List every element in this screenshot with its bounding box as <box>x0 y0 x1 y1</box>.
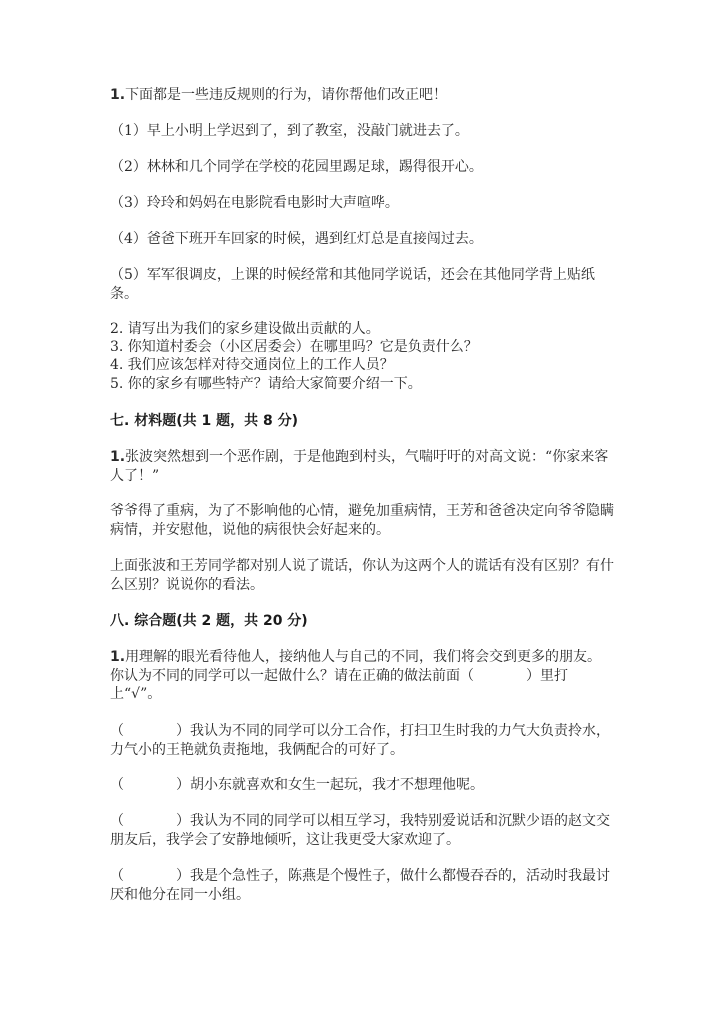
question-5: 5. 你的家乡有哪些特产？请给大家简要介绍一下。 <box>110 376 422 392</box>
question-number: 1. <box>110 649 126 665</box>
option-text: 我认为不同的同学可以相互学习，我特别爱说话和沉默少语的赵文交朋友后，我学会了安静地倾听，这让我更受大家欢迎了。 <box>110 813 610 848</box>
paren-open: （ <box>110 777 124 793</box>
material-question-1 <box>110 448 615 485</box>
question-3: 3. 你知道村委会（小区居委会）在哪里吗？它是负责什么？ <box>110 339 478 355</box>
paren-close: ） <box>176 723 190 739</box>
section-heading-8: 八. 综合题(共 2 题，共 20 分) <box>110 613 308 629</box>
question-prompt-b: ）里打上“√”。 <box>110 667 568 702</box>
paren-close: ） <box>176 777 190 793</box>
paren-close: ） <box>176 813 190 829</box>
sub-item-2: （2）林林和几个同学在学校的花园里踢足球，踢得很开心。 <box>110 159 483 175</box>
sub-item-3: （3）玲玲和妈妈在电影院看电影时大声喧哗。 <box>110 195 399 211</box>
material-paragraph-2: 爷爷得了重病，为了不影响他的心情，避免加重病情，王芳和爸爸决定向爷爷隐瞒病情，并安慰他，说他的病很快会好起来的。 <box>110 503 614 538</box>
paren-open: （ <box>110 813 124 829</box>
question-2: 2. 请写出为我们的家乡建设做出贡献的人。 <box>110 321 380 337</box>
comprehensive-question-1 <box>110 648 615 704</box>
material-question-text: 上面张波和王芳同学都对别人说了谎话，你认为这两个人的谎话有没有区别？有什么区别？说说你的看法。 <box>110 558 614 593</box>
question-prompt-a: 用理解的眼光看待他人，接纳他人与自己的不同，我们将会交到更多的朋友。你认为不同的同学可以一起做什么？请在正确的做法前面（ <box>110 649 602 684</box>
option-text: 我是个急性子，陈燕是个慢性子，做什么都慢吞吞的，活动时我最讨厌和他分在同一小组。 <box>110 868 610 903</box>
sub-item-1: （1）早上小明上学迟到了，到了教室，没敲门就进去了。 <box>110 123 469 139</box>
paren-open: （ <box>110 723 124 739</box>
paren-close: ） <box>176 868 190 884</box>
question-4: 4. 我们应该怎样对待交通岗位上的工作人员？ <box>110 357 394 373</box>
question-prompt: 下面都是一些违反规则的行为，请你帮他们改正吧！ <box>125 87 448 103</box>
option-1 <box>110 722 615 759</box>
question-number: 1. <box>110 87 126 103</box>
option-2 <box>110 776 615 795</box>
option-3 <box>110 812 615 849</box>
option-4 <box>110 867 615 904</box>
material-paragraph-1: 张波突然想到一个恶作剧，于是他跑到村头，气喘吁吁的对高文说：“你家来客人了！” <box>110 449 609 484</box>
question-1 <box>110 86 615 105</box>
section-heading-7: 七. 材料题(共 1 题，共 8 分) <box>110 413 298 429</box>
sub-item-4: （4）爸爸下班开车回家的时候，遇到红灯总是直接闯过去。 <box>110 231 483 247</box>
paren-open: （ <box>110 868 124 884</box>
option-text: 胡小东就喜欢和女生一起玩，我才不想理他呢。 <box>190 777 484 793</box>
question-number: 1. <box>110 449 126 465</box>
option-text: 我认为不同的同学可以分工合作，打扫卫生时我的力气大负责拎水，力气小的王艳就负责拖地，我俩配合的可好了。 <box>110 723 610 758</box>
sub-item-5: （5）军军很调皮，上课的时候经常和其他同学说话，还会在其他同学背上贴纸条。 <box>110 267 595 302</box>
